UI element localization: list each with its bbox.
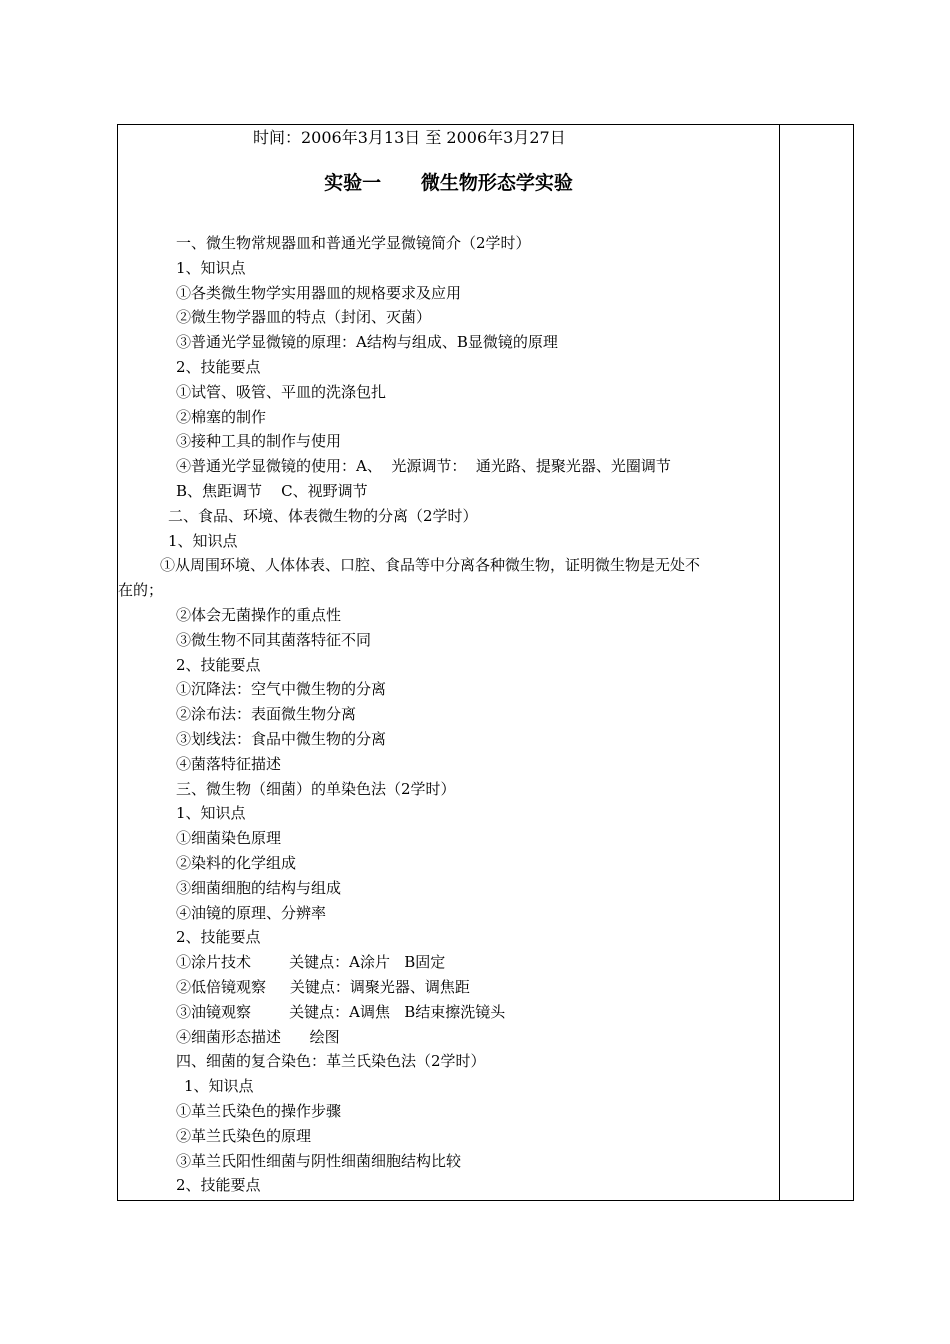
content-line: ③普通光学显微镜的原理：A结构与组成、B显微镜的原理 [176,333,558,352]
content-line: ①从周围环境、人体体表、口腔、食品等中分离各种微生物，证明微生物是无处不 [160,556,701,575]
content-line: ③划线法：食品中微生物的分离 [176,730,387,748]
content-line: ②涂布法：表面微生物分离 [176,705,357,724]
content-line: ④普通光学显微镜的使用：A、 光源调节： 通光路、提聚光器、光圈调节 [176,457,671,476]
content-line: ②低倍镜观察 关键点：调聚光器、调焦距 [176,978,470,996]
content-line: 2、技能要点 [176,928,261,947]
content-line: ③微生物不同其菌落特征不同 [176,630,372,649]
content-line: 2、技能要点 [176,655,261,674]
content-line: ②棉塞的制作 [176,407,267,426]
content-line: 1、知识点 [168,531,238,550]
content-line: ②体会无菌操作的重点性 [176,606,342,624]
date-line: 时间：2006年3月13日 至 2006年3月27日 [253,128,566,147]
content-line: ①涂片技术 关键点：A涂片 B固定 [176,953,446,972]
content-line: 三、微生物（细菌）的单染色法（2学时） [176,779,456,798]
content-line: 2、技能要点 [176,358,261,376]
content-line: ③油镜观察 关键点：A调焦 B结束擦洗镜头 [176,1002,506,1021]
content-line: ①革兰氏染色的操作步骤 [176,1102,342,1120]
content-line: ①各类微生物学实用器皿的规格要求及应用 [176,283,462,302]
content-line: ②微生物学器皿的特点（封闭、灭菌） [176,308,432,327]
content-line: ④菌落特征描述 [176,754,282,773]
page-title: 实验一 微生物形态学实验 [324,172,573,194]
content-line: 在的； [118,581,164,600]
content-line: ②染料的化学组成 [176,854,297,872]
content-line: ④细菌形态描述 绘图 [176,1027,340,1046]
content-line: ①细菌染色原理 [176,829,282,848]
content-line: ③革兰氏阳性细菌与阴性细菌细胞结构比较 [176,1151,462,1170]
content-line: 1、知识点 [184,1077,254,1096]
content-line: ①试管、吸管、平皿的洗涤包扎 [176,382,387,401]
table-column-divider [779,124,780,1201]
content-line: 二、食品、环境、体表微生物的分离（2学时） [168,506,478,525]
document-content [118,125,779,1200]
content-line: 四、细菌的复合染色：革兰氏染色法（2学时） [176,1052,486,1071]
content-line: ①沉降法：空气中微生物的分离 [176,680,387,699]
content-line: ④油镜的原理、分辨率 [176,903,327,922]
content-line: 1、知识点 [176,258,246,277]
content-line: ③接种工具的制作与使用 [176,432,342,451]
content-line: 1、知识点 [176,804,246,823]
content-line: 一、微生物常规器皿和普通光学显微镜简介（2学时） [176,234,531,252]
content-line: ②革兰氏染色的原理 [176,1126,312,1145]
content-line: 2、技能要点 [176,1176,261,1195]
content-line: B、焦距调节 C、视野调节 [176,482,368,500]
content-line: ③细菌细胞的结构与组成 [176,878,342,897]
